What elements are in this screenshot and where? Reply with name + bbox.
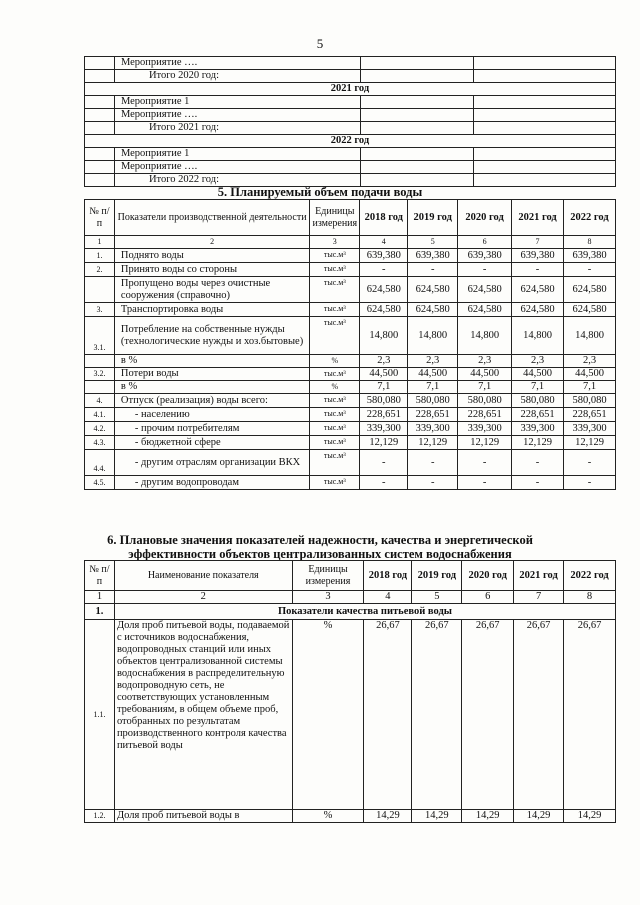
row-number: 4.5. [85,476,115,490]
empty-cell [360,161,474,174]
group-row [85,604,616,620]
indicator-name: Принято воды со стороны [114,263,309,277]
indicator-name: - бюджетной сфере [114,436,309,450]
empty-cell [85,57,115,70]
indicator-name: Доля проб питьевой воды в [114,810,292,823]
value-cell: - [564,450,616,476]
value-cell: 228,651 [512,408,564,422]
unit-cell: тыс.м³ [310,303,360,317]
table-row [85,263,616,277]
value-cell: - [458,263,512,277]
unit-cell: тыс.м³ [310,317,360,355]
value-cell: - [360,263,408,277]
column-number: 1 [85,236,115,249]
value-cell: 7,1 [408,381,458,394]
row-number: 3.1. [85,317,115,355]
events-row [85,70,616,83]
value-cell: 624,580 [512,277,564,303]
value-cell: - [564,263,616,277]
row-number: 4.4. [85,450,115,476]
value-cell: 12,129 [458,436,512,450]
value-cell: 639,380 [512,249,564,263]
column-number: 7 [512,236,564,249]
value-cell: 228,651 [458,408,512,422]
unit-cell: % [310,381,360,394]
row-number: 1. [85,249,115,263]
column-header: Единицы измерения [292,561,364,591]
unit-cell: % [292,620,364,810]
value-cell: 12,129 [360,436,408,450]
unit-cell: тыс.м³ [310,408,360,422]
value-cell: 7,1 [458,381,512,394]
empty-cell [474,148,616,161]
value-cell: 624,580 [458,303,512,317]
table-row [85,810,616,823]
value-cell: - [458,450,512,476]
value-cell: 228,651 [360,408,408,422]
empty-cell [360,70,474,83]
column-number: 7 [514,591,564,604]
indicator-name: Отпуск (реализация) воды всего: [114,394,309,408]
empty-cell [474,57,616,70]
page-number: 5 [316,36,324,51]
column-header: 2021 год [512,200,564,236]
value-cell: - [564,476,616,490]
event-label: Мероприятие …. [114,109,360,122]
row-number: 3. [85,303,115,317]
value-cell: - [360,476,408,490]
events-row [85,96,616,109]
value-cell: 624,580 [408,277,458,303]
indicator-name: Пропущено воды через очистные сооружения (справочно) [114,277,309,303]
empty-cell [474,96,616,109]
column-number: 4 [360,236,408,249]
value-cell: 624,580 [408,303,458,317]
table-row [85,408,616,422]
column-number: 8 [564,236,616,249]
value-cell: - [360,450,408,476]
table-row [85,303,616,317]
indicator-name: Поднято воды [114,249,309,263]
row-number [85,355,115,368]
value-cell: 14,29 [412,810,462,823]
value-cell: - [408,450,458,476]
value-cell: 14,800 [512,317,564,355]
table-row [85,277,616,303]
indicator-name: Доля проб питьевой воды, подаваемой с источников водоснабжения, водопроводных станций или иных объектов централизованной системы водоснабжения в распределительную водопроводную сеть, не соответствующих установленным требованиям, в общем объеме проб, отобранных по результатам производственного контроля качества питьевой воды [114,620,292,810]
quality-indicators-table [84,560,616,823]
empty-cell [474,122,616,135]
events-row [85,57,616,70]
column-number: 2 [114,591,292,604]
table-row [85,317,616,355]
column-number: 3 [292,591,364,604]
row-number [85,277,115,303]
value-cell: 580,080 [564,394,616,408]
unit-cell: тыс.м³ [310,368,360,381]
empty-cell [360,109,474,122]
value-cell: - [408,263,458,277]
empty-cell [474,174,616,187]
row-number: 1. [85,604,115,620]
value-cell: 7,1 [360,381,408,394]
value-cell: 44,500 [564,368,616,381]
row-number: 2. [85,263,115,277]
value-cell: 12,129 [564,436,616,450]
row-number: 4.2. [85,422,115,436]
column-number: 2 [114,236,309,249]
event-label: Мероприятие 1 [114,96,360,109]
column-header: 2019 год [412,561,462,591]
total-label: Итого 2021 год: [114,122,360,135]
value-cell: - [512,476,564,490]
value-cell: 580,080 [360,394,408,408]
total-label: Итого 2022 год: [114,174,360,187]
table-row [85,394,616,408]
value-cell: 639,380 [458,249,512,263]
value-cell: 580,080 [458,394,512,408]
column-number: 3 [310,236,360,249]
indicator-name: - прочим потребителям [114,422,309,436]
table-row [85,620,616,810]
value-cell: 624,580 [564,277,616,303]
row-number: 4. [85,394,115,408]
value-cell: 624,580 [512,303,564,317]
unit-cell: тыс.м³ [310,263,360,277]
row-number: 1.2. [85,810,115,823]
indicator-name: - другим отраслям организации ВКХ [114,450,309,476]
value-cell: - [458,476,512,490]
value-cell: 44,500 [512,368,564,381]
table-row [85,422,616,436]
indicator-name: Потребление на собственные нужды (технологические нужды и хоз.бытовые) [114,317,309,355]
unit-cell: % [292,810,364,823]
column-number: 5 [408,236,458,249]
column-number: 1 [85,591,115,604]
unit-cell: тыс.м³ [310,476,360,490]
events-row [85,122,616,135]
value-cell: 26,67 [514,620,564,810]
empty-cell [360,96,474,109]
value-cell: 14,29 [514,810,564,823]
value-cell: 624,580 [458,277,512,303]
value-cell: 44,500 [408,368,458,381]
events-row [85,148,616,161]
row-number: 1.1. [85,620,115,810]
value-cell: 639,380 [360,249,408,263]
value-cell: 26,67 [412,620,462,810]
year-header: 2022 год [85,135,616,148]
value-cell: 2,3 [458,355,512,368]
value-cell: 580,080 [408,394,458,408]
column-header: Единицы измерения [310,200,360,236]
column-number: 8 [564,591,616,604]
value-cell: 44,500 [458,368,512,381]
table-row [85,450,616,476]
column-header: Наименование показателя [114,561,292,591]
value-cell: 12,129 [408,436,458,450]
section5-title: 5. Планируемый объем подачи воды [217,185,423,199]
value-cell: 14,800 [564,317,616,355]
unit-cell: % [310,355,360,368]
empty-cell [474,161,616,174]
empty-cell [85,70,115,83]
value-cell: 639,380 [408,249,458,263]
value-cell: 339,300 [512,422,564,436]
events-table [84,56,616,187]
value-cell: 44,500 [360,368,408,381]
column-header: Показатели производственной деятельности [114,200,309,236]
event-label: Мероприятие 1 [114,148,360,161]
unit-cell: тыс.м³ [310,422,360,436]
value-cell: 624,580 [360,277,408,303]
column-header: № п/п [85,200,115,236]
table-row [85,355,616,368]
events-row [85,109,616,122]
value-cell: 2,3 [564,355,616,368]
indicator-name: в % [114,381,309,394]
unit-cell: тыс.м³ [310,436,360,450]
value-cell: 2,3 [360,355,408,368]
value-cell: 624,580 [564,303,616,317]
column-number: 4 [364,591,412,604]
column-number: 6 [458,236,512,249]
empty-cell [85,174,115,187]
table-row [85,249,616,263]
table-row [85,436,616,450]
section6-title-line1: 6. Плановые значения показателей надежности, качества и энергетической [107,533,533,547]
table-row [85,476,616,490]
value-cell: 26,67 [462,620,514,810]
value-cell: 2,3 [408,355,458,368]
empty-cell [85,148,115,161]
column-header: 2020 год [458,200,512,236]
water-supply-table [84,199,616,490]
empty-cell [360,57,474,70]
value-cell: 228,651 [564,408,616,422]
events-row [85,161,616,174]
section6-title-line2: эффективности объектов централизованных систем водоснабжения [128,547,512,561]
value-cell: 639,380 [564,249,616,263]
event-label: Мероприятие …. [114,57,360,70]
value-cell: 228,651 [408,408,458,422]
row-number: 3.2. [85,368,115,381]
value-cell: 339,300 [458,422,512,436]
empty-cell [360,148,474,161]
group-label: Показатели качества питьевой воды [114,604,615,620]
empty-cell [360,122,474,135]
indicator-name: Транспортировка воды [114,303,309,317]
value-cell: 339,300 [564,422,616,436]
value-cell: 339,300 [360,422,408,436]
column-header: 2018 год [364,561,412,591]
value-cell: 580,080 [512,394,564,408]
table-row [85,368,616,381]
column-header: 2022 год [564,561,616,591]
empty-cell [85,109,115,122]
value-cell: 14,29 [364,810,412,823]
value-cell: 12,129 [512,436,564,450]
events-row [85,135,616,148]
row-number [85,381,115,394]
value-cell: 14,29 [564,810,616,823]
value-cell: 7,1 [512,381,564,394]
value-cell: 26,67 [364,620,412,810]
column-number: 6 [462,591,514,604]
column-header: № п/п [85,561,115,591]
value-cell: - [512,450,564,476]
column-header: 2021 год [514,561,564,591]
table-row [85,381,616,394]
value-cell: 2,3 [512,355,564,368]
value-cell: 14,29 [462,810,514,823]
unit-cell: тыс.м³ [310,450,360,476]
empty-cell [85,161,115,174]
value-cell: 26,67 [564,620,616,810]
indicator-name: в % [114,355,309,368]
value-cell: - [408,476,458,490]
unit-cell: тыс.м³ [310,277,360,303]
value-cell: 7,1 [564,381,616,394]
unit-cell: тыс.м³ [310,249,360,263]
value-cell: 14,800 [408,317,458,355]
empty-cell [85,96,115,109]
unit-cell: тыс.м³ [310,394,360,408]
empty-cell [474,109,616,122]
value-cell: - [512,263,564,277]
column-header: 2019 год [408,200,458,236]
indicator-name: - другим водопроводам [114,476,309,490]
value-cell: 14,800 [458,317,512,355]
events-row [85,83,616,96]
year-header: 2021 год [85,83,616,96]
column-header: 2020 год [462,561,514,591]
row-number: 4.3. [85,436,115,450]
indicator-name: - населению [114,408,309,422]
indicator-name: Потери воды [114,368,309,381]
column-header: 2022 год [564,200,616,236]
value-cell: 339,300 [408,422,458,436]
column-header: 2018 год [360,200,408,236]
row-number: 4.1. [85,408,115,422]
value-cell: 14,800 [360,317,408,355]
total-label: Итого 2020 год: [114,70,360,83]
value-cell: 624,580 [360,303,408,317]
empty-cell [474,70,616,83]
event-label: Мероприятие …. [114,161,360,174]
column-number: 5 [412,591,462,604]
empty-cell [85,122,115,135]
